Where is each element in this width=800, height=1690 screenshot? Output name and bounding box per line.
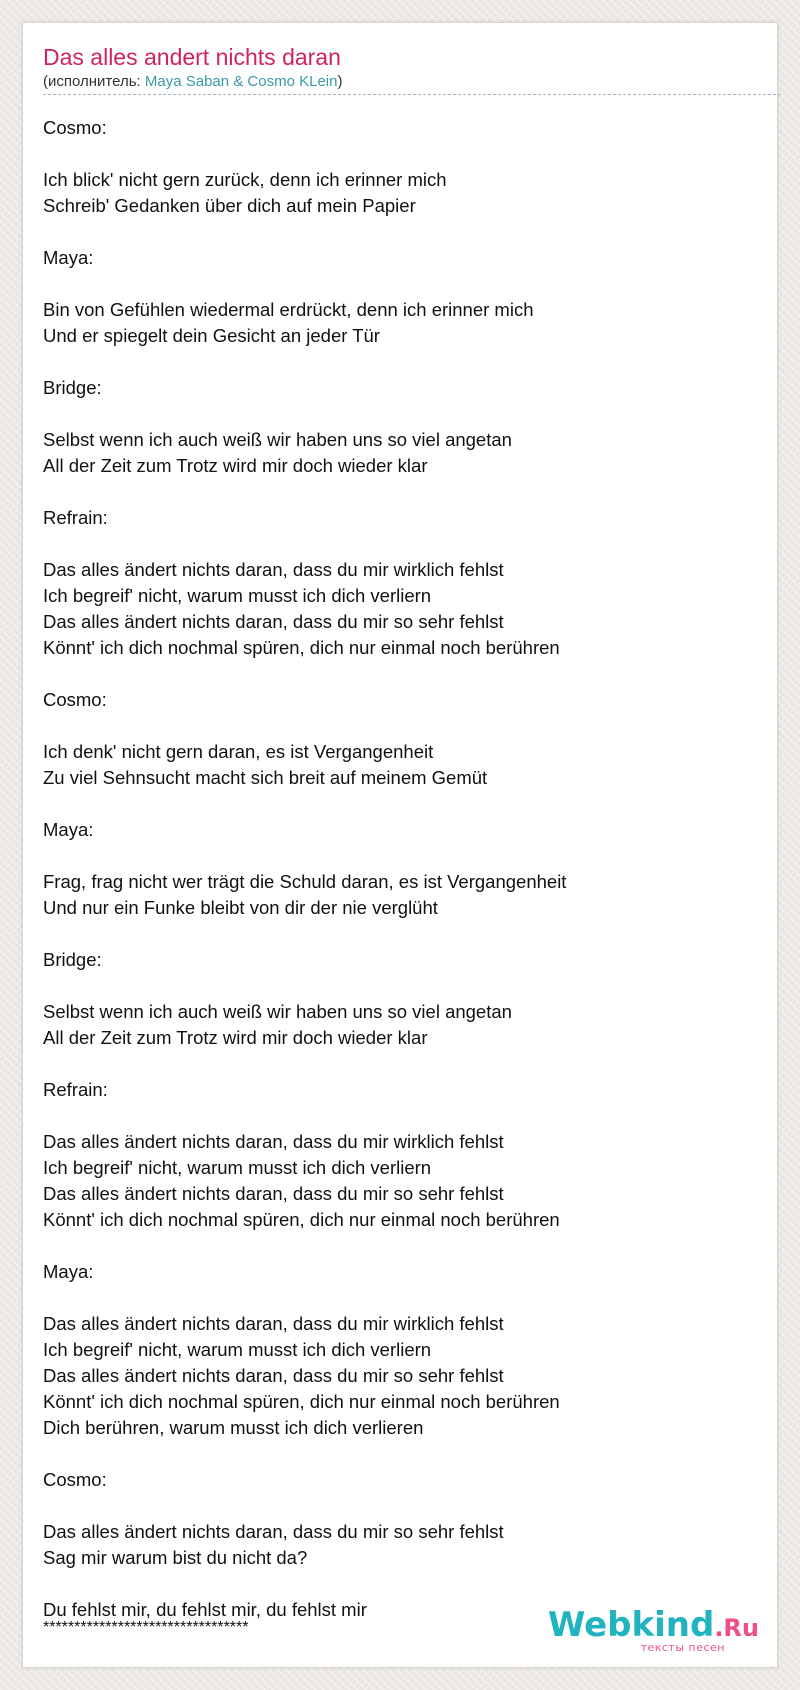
- lyric-blank-line: [43, 141, 763, 167]
- lyric-line: Das alles ändert nichts daran, dass du mir so sehr fehlst: [43, 1365, 504, 1386]
- lyric-line: Bridge:: [43, 377, 102, 398]
- lyric-blank-line: [43, 1051, 763, 1077]
- lyric-blank-line: [43, 1571, 763, 1597]
- artist-prefix: (исполнитель:: [43, 73, 145, 90]
- lyric-line: Maya:: [43, 247, 94, 268]
- lyric-blank-line: [43, 1285, 763, 1311]
- lyric-blank-line: [43, 791, 763, 817]
- lyric-line: Bin von Gefühlen wiedermal erdrückt, denn ich erinner mich: [43, 299, 534, 320]
- lyric-blank-line: [43, 713, 763, 739]
- lyric-blank-line: [43, 479, 763, 505]
- lyric-line: Zu viel Sehnsucht macht sich breit auf meinem Gemüt: [43, 767, 488, 788]
- lyrics-card: [22, 22, 778, 1668]
- artist-line: [43, 73, 342, 91]
- title-divider: [43, 94, 781, 95]
- lyrics-body: [43, 115, 763, 1623]
- lyric-blank-line: [43, 1103, 763, 1129]
- lyric-line: Refrain:: [43, 507, 108, 528]
- song-title: Das alles andert nichts daran: [43, 44, 341, 70]
- lyric-blank-line: [43, 1493, 763, 1519]
- logo-tld: .Ru: [714, 1614, 759, 1642]
- lyric-line: Ich denk' nicht gern daran, es ist Vergangenheit: [43, 741, 434, 762]
- lyric-line: Dich berühren, warum musst ich dich verlieren: [43, 1417, 424, 1438]
- lyric-line: Das alles ändert nichts daran, dass du mir wirklich fehlst: [43, 1131, 504, 1152]
- lyric-line: Das alles ändert nichts daran, dass du mir wirklich fehlst: [43, 559, 504, 580]
- lyric-line: Das alles ändert nichts daran, dass du mir so sehr fehlst: [43, 1521, 504, 1542]
- lyric-blank-line: [43, 1441, 763, 1467]
- end-separator: *********************************: [43, 1619, 249, 1636]
- lyric-line: Ich begreif' nicht, warum musst ich dich verliern: [43, 1157, 432, 1178]
- lyric-line: Maya:: [43, 1261, 94, 1282]
- logo-word: Webkind: [547, 1605, 715, 1645]
- lyric-blank-line: [43, 921, 763, 947]
- lyric-line: Frag, frag nicht wer trägt die Schuld daran, es ist Vergangenheit: [43, 871, 567, 892]
- lyric-line: Und nur ein Funke bleibt von dir der nie verglüht: [43, 897, 438, 918]
- lyric-blank-line: [43, 349, 763, 375]
- lyric-line: Maya:: [43, 819, 94, 840]
- lyric-line: Cosmo:: [43, 117, 107, 138]
- lyric-line: Könnt' ich dich nochmal spüren, dich nur einmal noch berühren: [43, 637, 560, 658]
- lyric-line: Refrain:: [43, 1079, 108, 1100]
- lyric-line: Schreib' Gedanken über dich auf mein Papier: [43, 195, 416, 216]
- lyric-line: Das alles ändert nichts daran, dass du mir so sehr fehlst: [43, 1183, 504, 1204]
- lyric-line: Du fehlst mir, du fehlst mir, du fehlst mir: [43, 1599, 367, 1620]
- artist-link[interactable]: Maya Saban & Cosmo KLein: [144, 73, 338, 90]
- lyric-line: All der Zeit zum Trotz wird mir doch wieder klar: [43, 455, 428, 476]
- lyric-line: Könnt' ich dich nochmal spüren, dich nur einmal noch berühren: [43, 1209, 560, 1230]
- lyric-blank-line: [43, 843, 763, 869]
- lyric-line: Ich begreif' nicht, warum musst ich dich verliern: [43, 585, 432, 606]
- lyric-blank-line: [43, 271, 763, 297]
- lyric-line: Cosmo:: [43, 689, 107, 710]
- lyric-blank-line: [43, 973, 763, 999]
- logo-tagline: тексты песен: [640, 1641, 725, 1654]
- lyric-blank-line: [43, 1233, 763, 1259]
- lyric-line: Cosmo:: [43, 1469, 107, 1490]
- lyric-blank-line: [43, 401, 763, 427]
- lyric-blank-line: [43, 219, 763, 245]
- lyric-line: All der Zeit zum Trotz wird mir doch wieder klar: [43, 1027, 428, 1048]
- lyric-line: Selbst wenn ich auch weiß wir haben uns so viel angetan: [43, 429, 512, 450]
- lyric-line: Ich begreif' nicht, warum musst ich dich verliern: [43, 1339, 432, 1360]
- lyric-line: Könnt' ich dich nochmal spüren, dich nur einmal noch berühren: [43, 1391, 560, 1412]
- lyric-line: Das alles ändert nichts daran, dass du mir wirklich fehlst: [43, 1313, 504, 1334]
- lyric-blank-line: [43, 661, 763, 687]
- lyric-blank-line: [43, 531, 763, 557]
- lyric-line: Das alles ändert nichts daran, dass du mir so sehr fehlst: [43, 611, 504, 632]
- artist-suffix: ): [337, 73, 343, 90]
- lyric-line: Bridge:: [43, 949, 102, 970]
- lyric-line: Sag mir warum bist du nicht da?: [43, 1547, 308, 1568]
- lyric-line: Selbst wenn ich auch weiß wir haben uns so viel angetan: [43, 1001, 512, 1022]
- lyric-line: Ich blick' nicht gern zurück, denn ich erinner mich: [43, 169, 447, 190]
- lyric-line: Und er spiegelt dein Gesicht an jeder Tür: [43, 325, 380, 346]
- webkind-logo[interactable]: [547, 1605, 759, 1654]
